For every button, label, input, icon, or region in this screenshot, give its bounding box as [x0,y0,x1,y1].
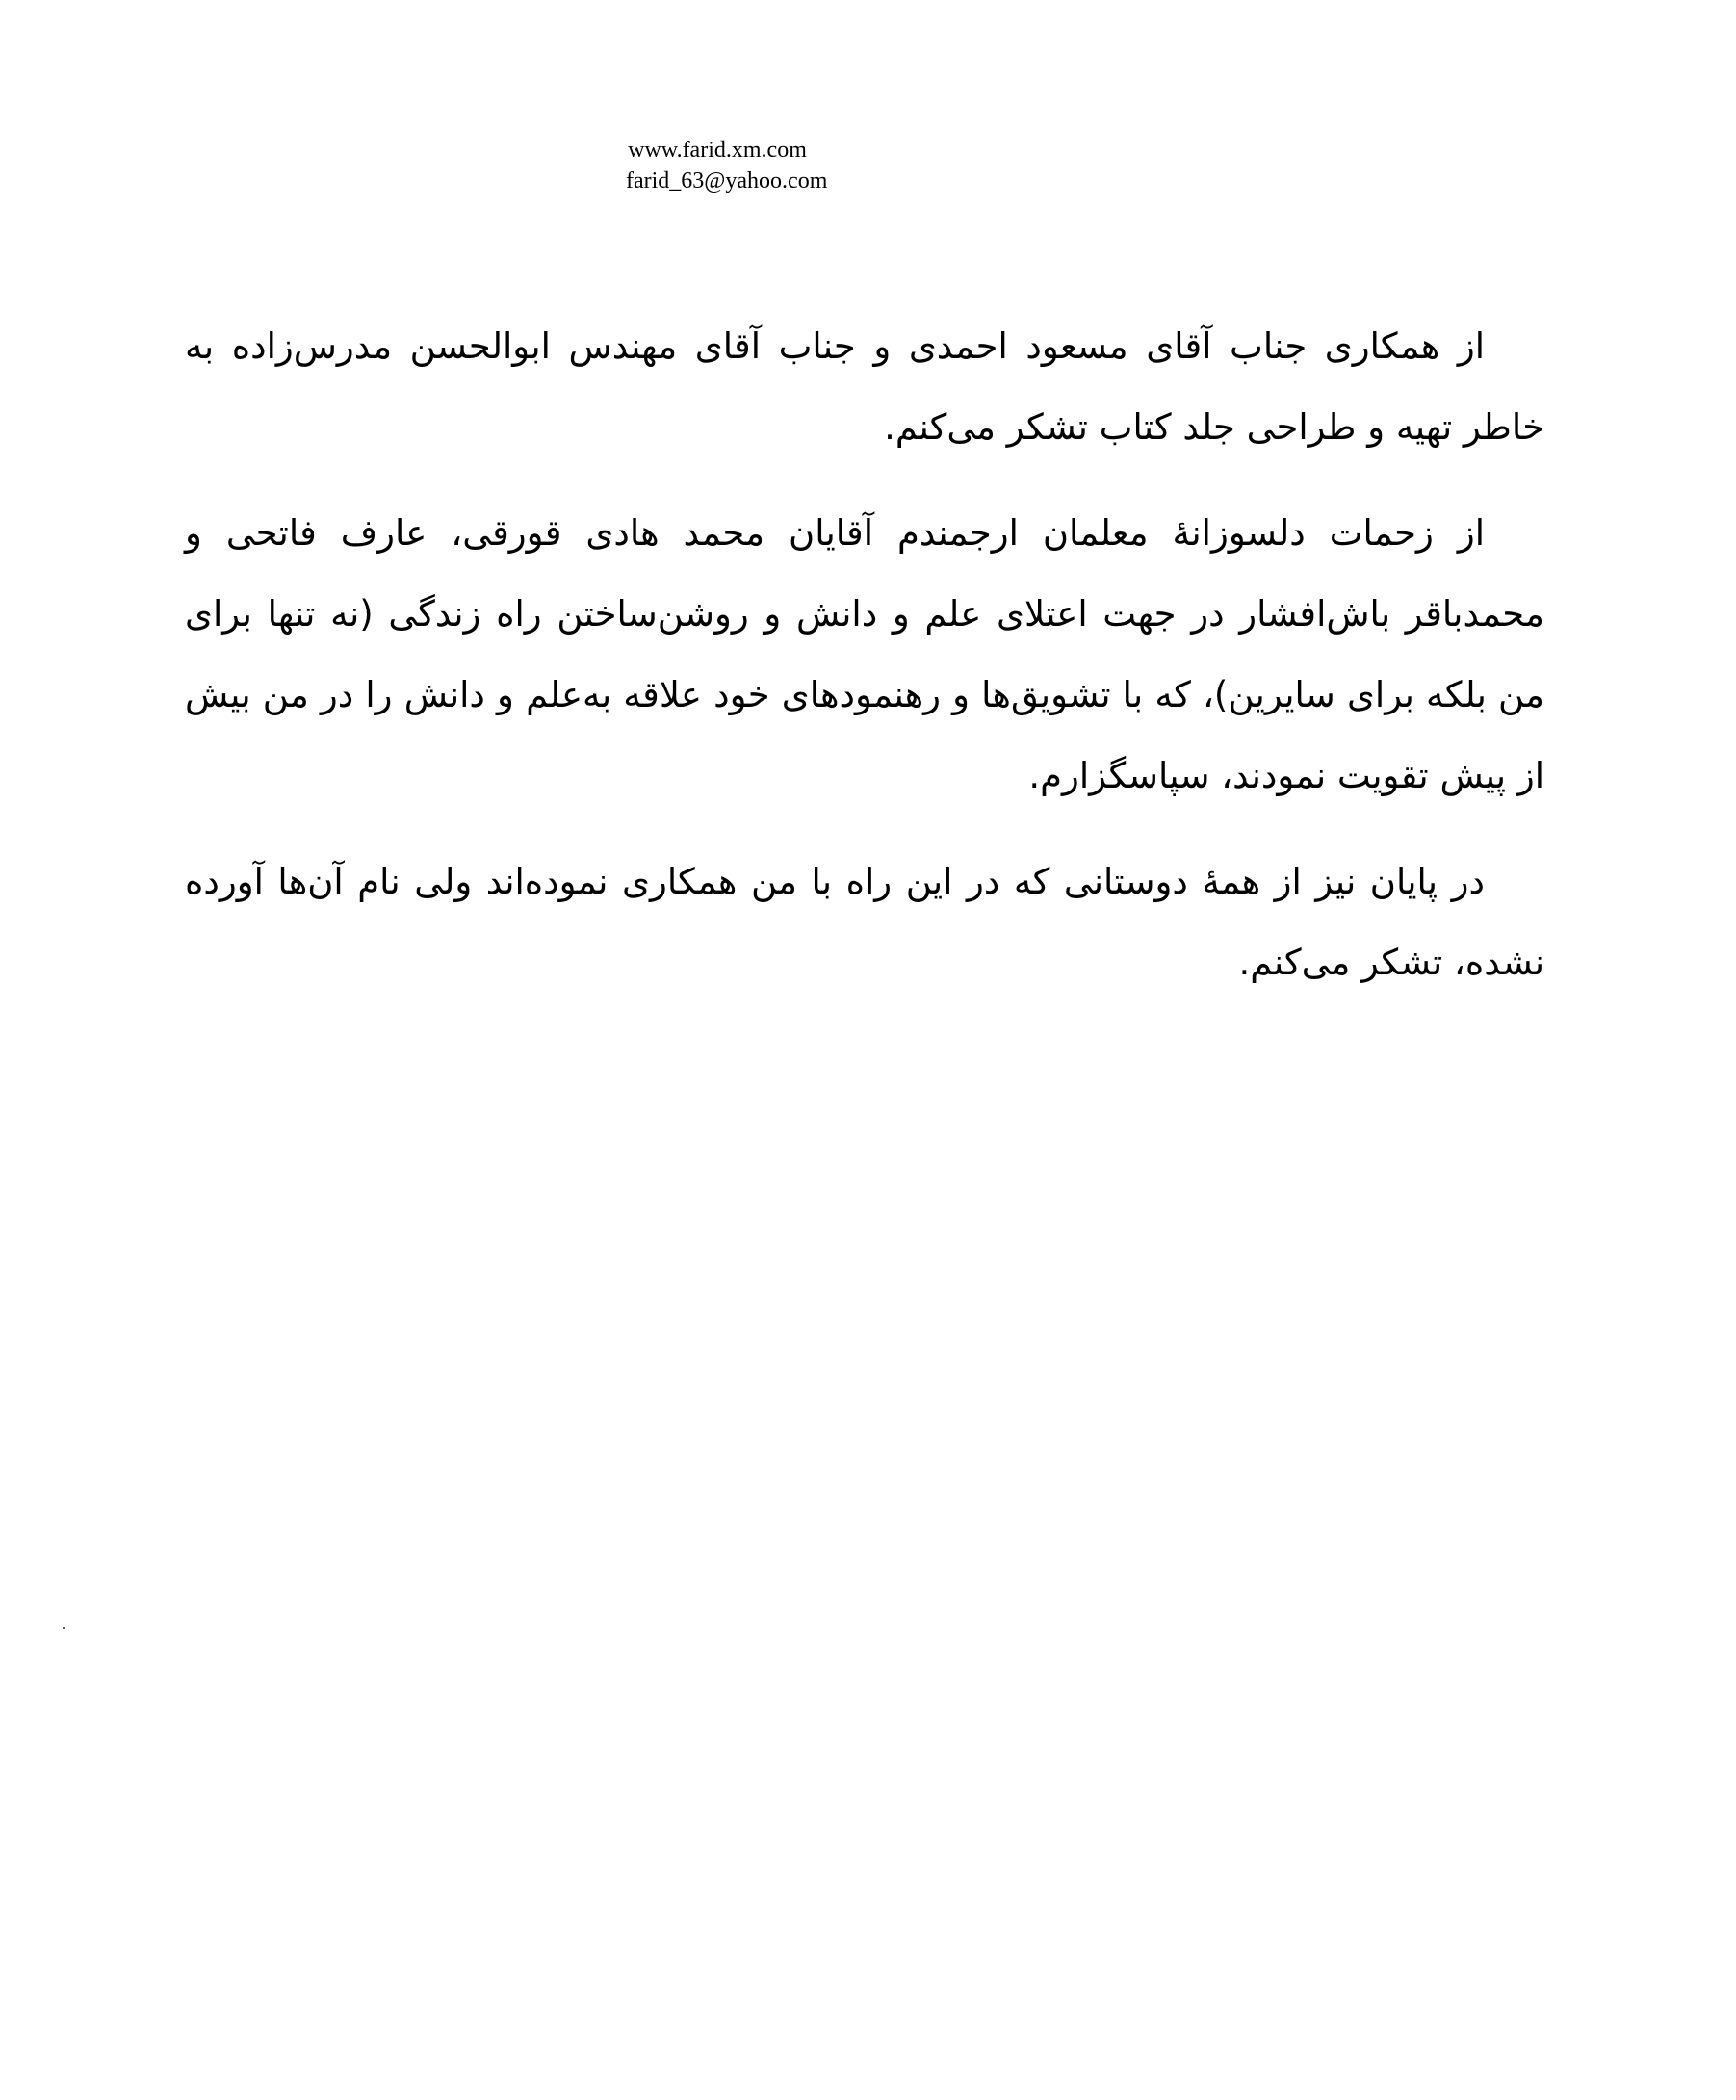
page-header [626,135,828,196]
paragraph-cover-design-thanks: از همکاری جناب آقای مسعود احمدی و جناب آقای مهندس ابوالحسن مدرس‌زاده به خاطر تهیه و طراحی جلد کتاب تشکر می‌کنم. [185,325,1544,448]
paragraph-teachers-thanks: از زحمات دلسوزانهٔ معلمان ارجمندم آقایان محمد هادی قورقی، عارف فاتحی و محمدباقر باش‌افشار در جهت اعتلای علم و دانش و روشن‌ساختن راه زندگی (نه تنها برای من بلکه برای سایرین)، که با تشویق‌ها و رهنمودهای خود علاقه به‌علم و دانش را در من بیش از پیش تقویت نمودند، سپاسگزارم. [185,512,1544,796]
email-address: farid_63@yahoo.com [626,169,828,194]
scan-speck [63,1627,65,1629]
paragraph-friends-thanks: در پایان نیز از همهٔ دوستانی که در این راه با من همکاری نموده‌اند ولی نام آن‌ها آورده نشده، تشکر می‌کنم. [185,861,1544,983]
acknowledgements-text [185,306,1544,1028]
website-url: www.farid.xm.com [628,138,807,163]
